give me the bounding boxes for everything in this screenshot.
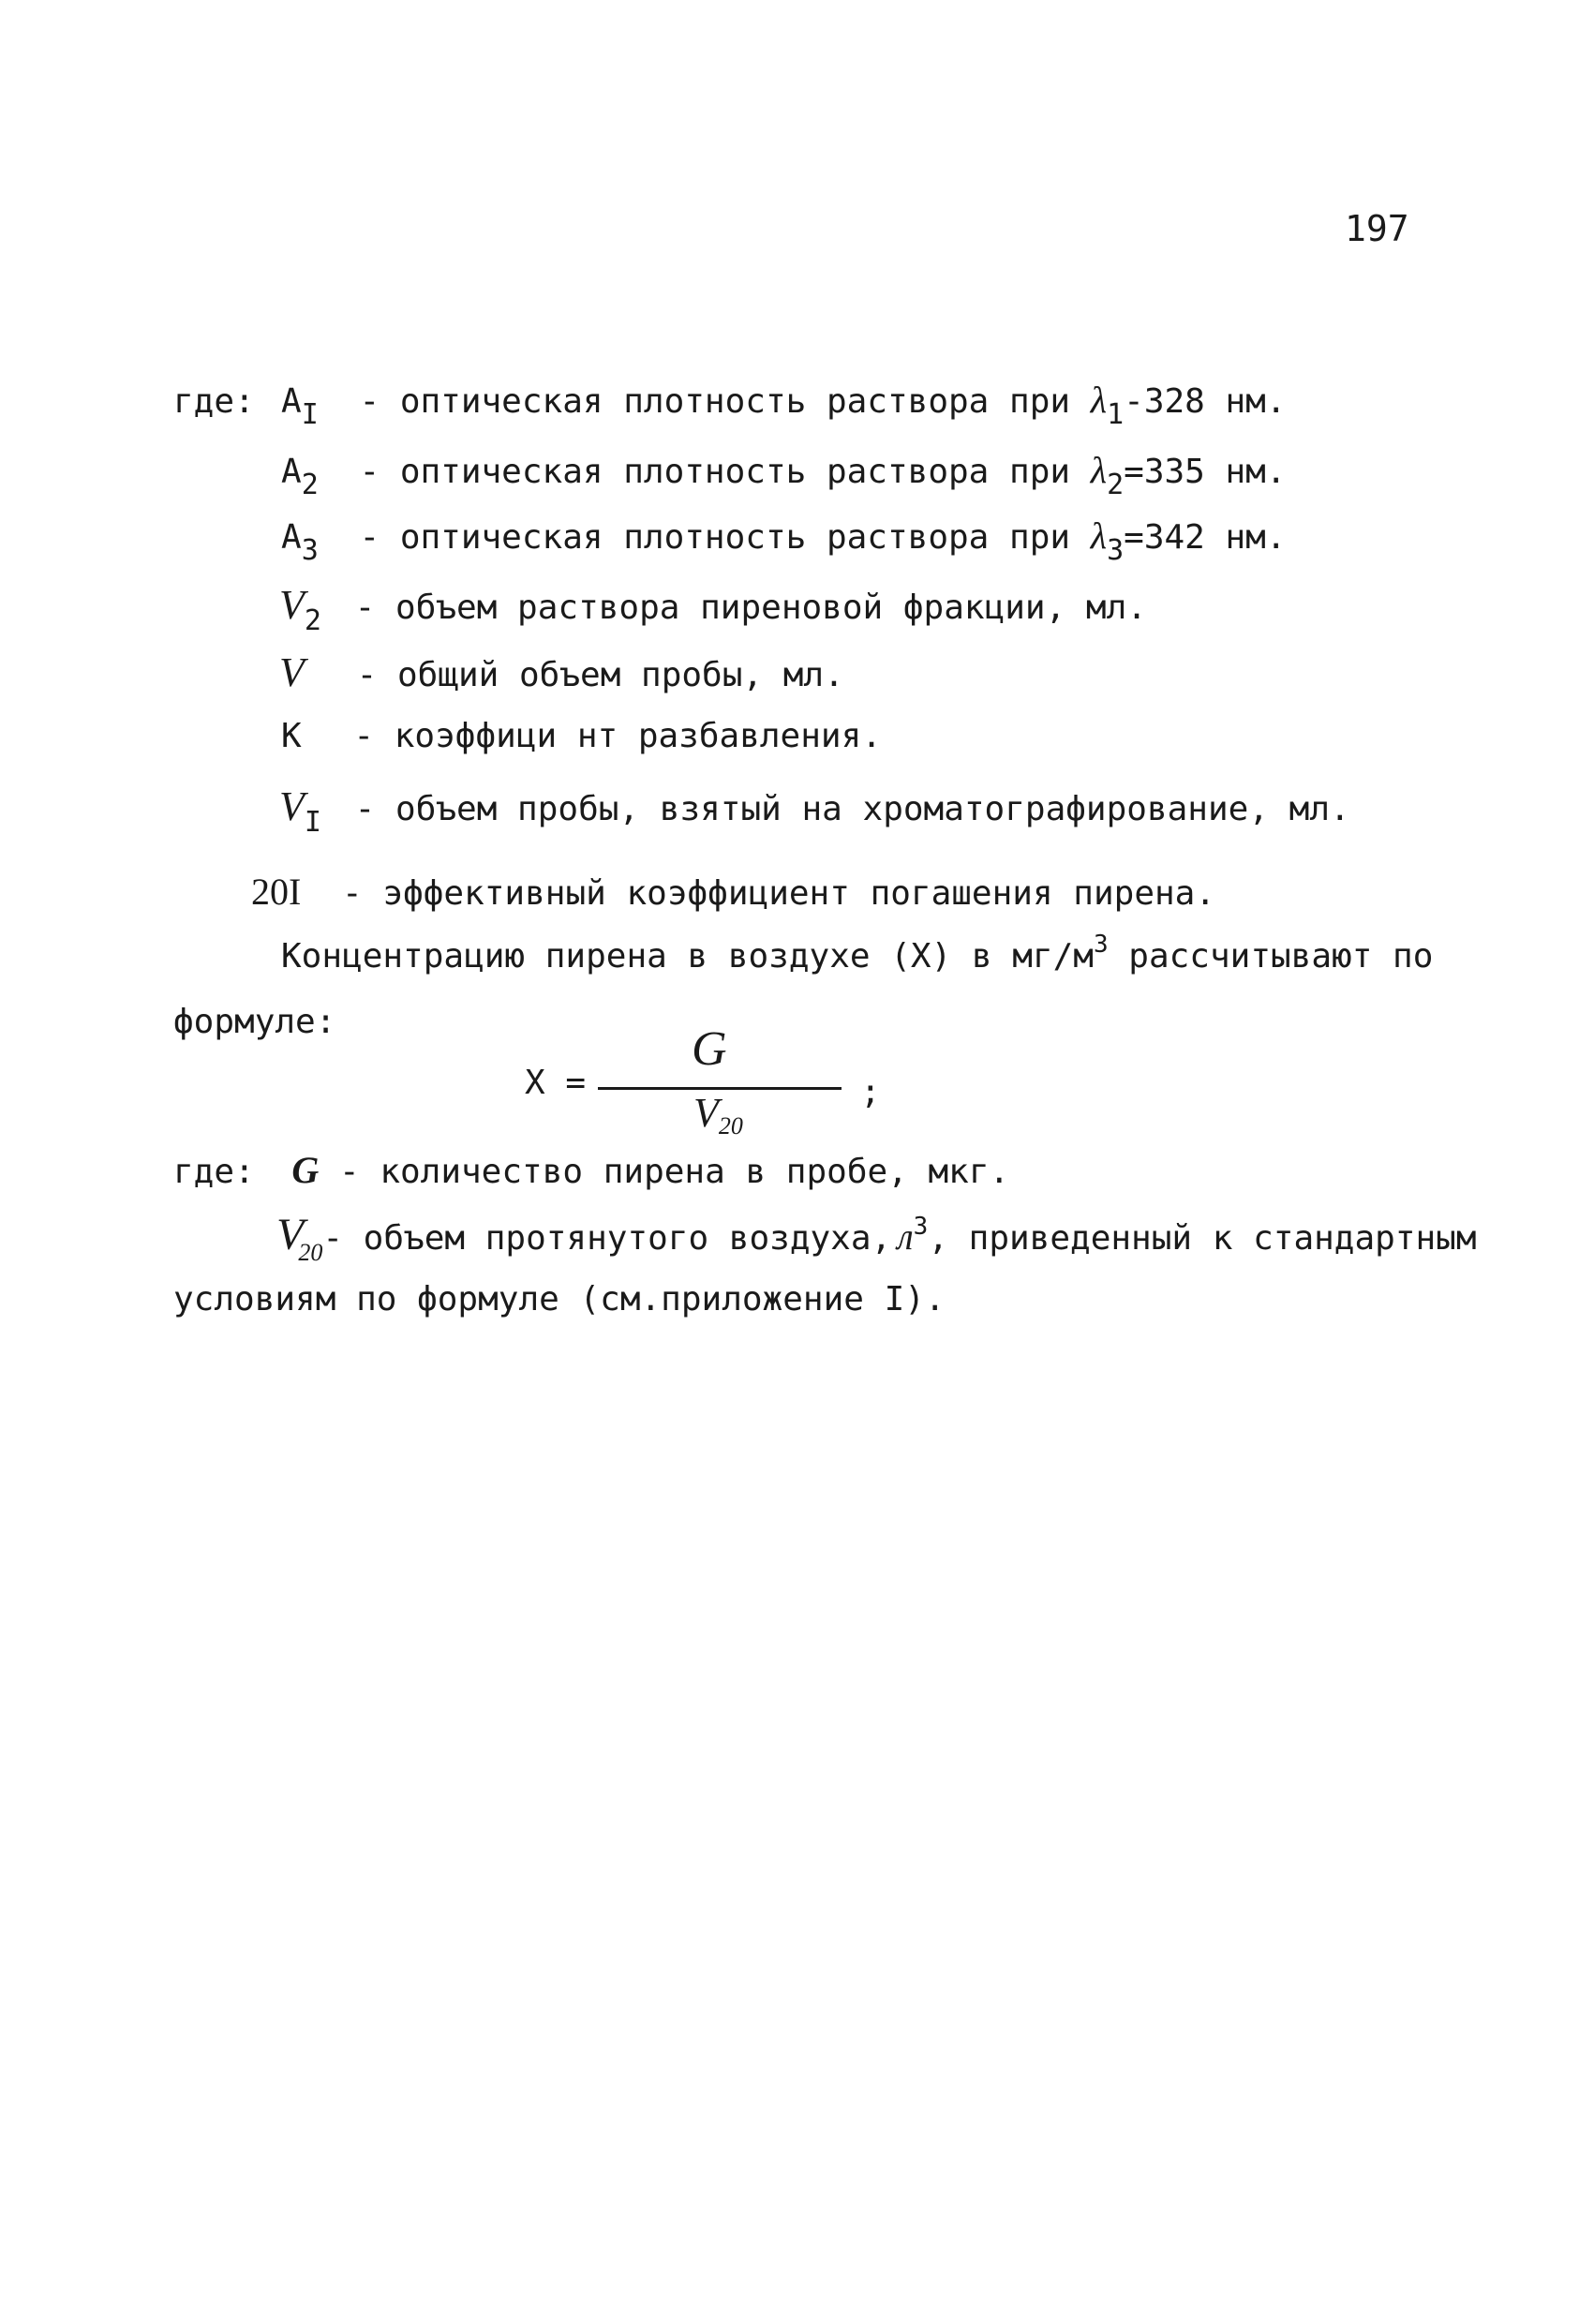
definition-text: оптическая плотность раствора при [399, 453, 1071, 491]
v20-text-b: , приведенный к стандартным [928, 1219, 1477, 1258]
definition-a3 [281, 514, 1287, 567]
definition-text: оптическая плотность раствора при [399, 382, 1071, 421]
v20-definition [276, 1209, 1477, 1266]
dash: - [359, 382, 380, 421]
definition-value: =335 нм. [1124, 453, 1287, 491]
lambda-subscript: 3 [1107, 534, 1125, 567]
definition-text: объем раствора пиреновой фракции, мл. [395, 588, 1147, 627]
definition-a2 [281, 448, 1287, 501]
superscript: 3 [1093, 931, 1109, 959]
dash: - [354, 588, 376, 627]
lambda-subscript: 2 [1107, 469, 1125, 501]
subscript: I [304, 806, 321, 839]
symbol: V [279, 783, 305, 829]
formula-lhs: X = [525, 1064, 587, 1102]
subscript: 3 [301, 534, 319, 567]
symbol: A [281, 382, 302, 421]
symbol: A [281, 453, 302, 491]
definition-v [279, 648, 844, 696]
where2-text: - количество пирена в пробе, мкг. [338, 1153, 1010, 1191]
subscript: 2 [304, 604, 321, 637]
definition-v2 [279, 581, 1147, 637]
lambda-symbol: λ [1090, 379, 1108, 421]
definition-text: оптическая плотность раствора при [399, 518, 1071, 557]
paragraph-line-2: формуле: [173, 1003, 336, 1041]
definition-value: -328 нм. [1124, 382, 1287, 421]
symbol: A [281, 518, 302, 557]
formula-denominator [693, 1089, 743, 1140]
where-label: где: [173, 382, 255, 421]
definition-text: коэффици нт разбавления. [394, 717, 882, 755]
symbol: V [279, 649, 305, 695]
unit-superscript: 3 [913, 1213, 929, 1241]
g-symbol: G [291, 1149, 320, 1191]
unit-symbol: л [897, 1215, 914, 1258]
where-label-text: где: [173, 1153, 255, 1191]
dash: - [356, 656, 378, 694]
dash: - [353, 717, 375, 755]
v20-subscript: 20 [298, 1239, 323, 1266]
definition-text: эффективный коэффициент погашения пирена. [382, 874, 1216, 913]
dash: - [359, 453, 380, 491]
dash: - [359, 518, 380, 557]
formula-numerator: G [692, 1022, 727, 1076]
definition-k [281, 717, 882, 755]
definition-a1 [281, 378, 1287, 431]
denominator-subscript: 20 [718, 1112, 743, 1140]
where-label-2 [173, 1148, 1009, 1192]
symbol: 20I [251, 871, 302, 913]
paragraph-text-end: рассчитывают по [1108, 937, 1434, 976]
last-line: условиям по формуле (см.приложение I). [173, 1280, 946, 1318]
definition-text: объем пробы, взятый на хроматографирование, мл. [395, 790, 1350, 828]
symbol: К [281, 717, 302, 755]
v20-symbol: V [276, 1210, 305, 1259]
dash: - [342, 874, 363, 913]
paragraph-line-1 [281, 931, 1434, 976]
definition-text: общий объем пробы, мл. [396, 656, 844, 694]
definition-v1 [279, 782, 1350, 839]
subscript: I [301, 398, 319, 431]
lambda-symbol: λ [1090, 514, 1108, 557]
subscript: 2 [301, 469, 319, 501]
definition-201 [251, 870, 1215, 914]
formula-tail: ; [860, 1073, 881, 1111]
lambda-subscript: 1 [1107, 398, 1125, 431]
lambda-symbol: λ [1090, 449, 1108, 491]
symbol: V [279, 582, 305, 628]
page-number: 197 [1345, 208, 1409, 249]
definition-value: =342 нм. [1124, 518, 1287, 557]
denominator-symbol: V [693, 1090, 719, 1136]
dash: - [354, 790, 376, 828]
v20-text-a: - объем протянутого воздуха, [322, 1219, 892, 1258]
paragraph-text: Концентрацию пирена в воздухе (X) в мг/м [281, 937, 1094, 976]
